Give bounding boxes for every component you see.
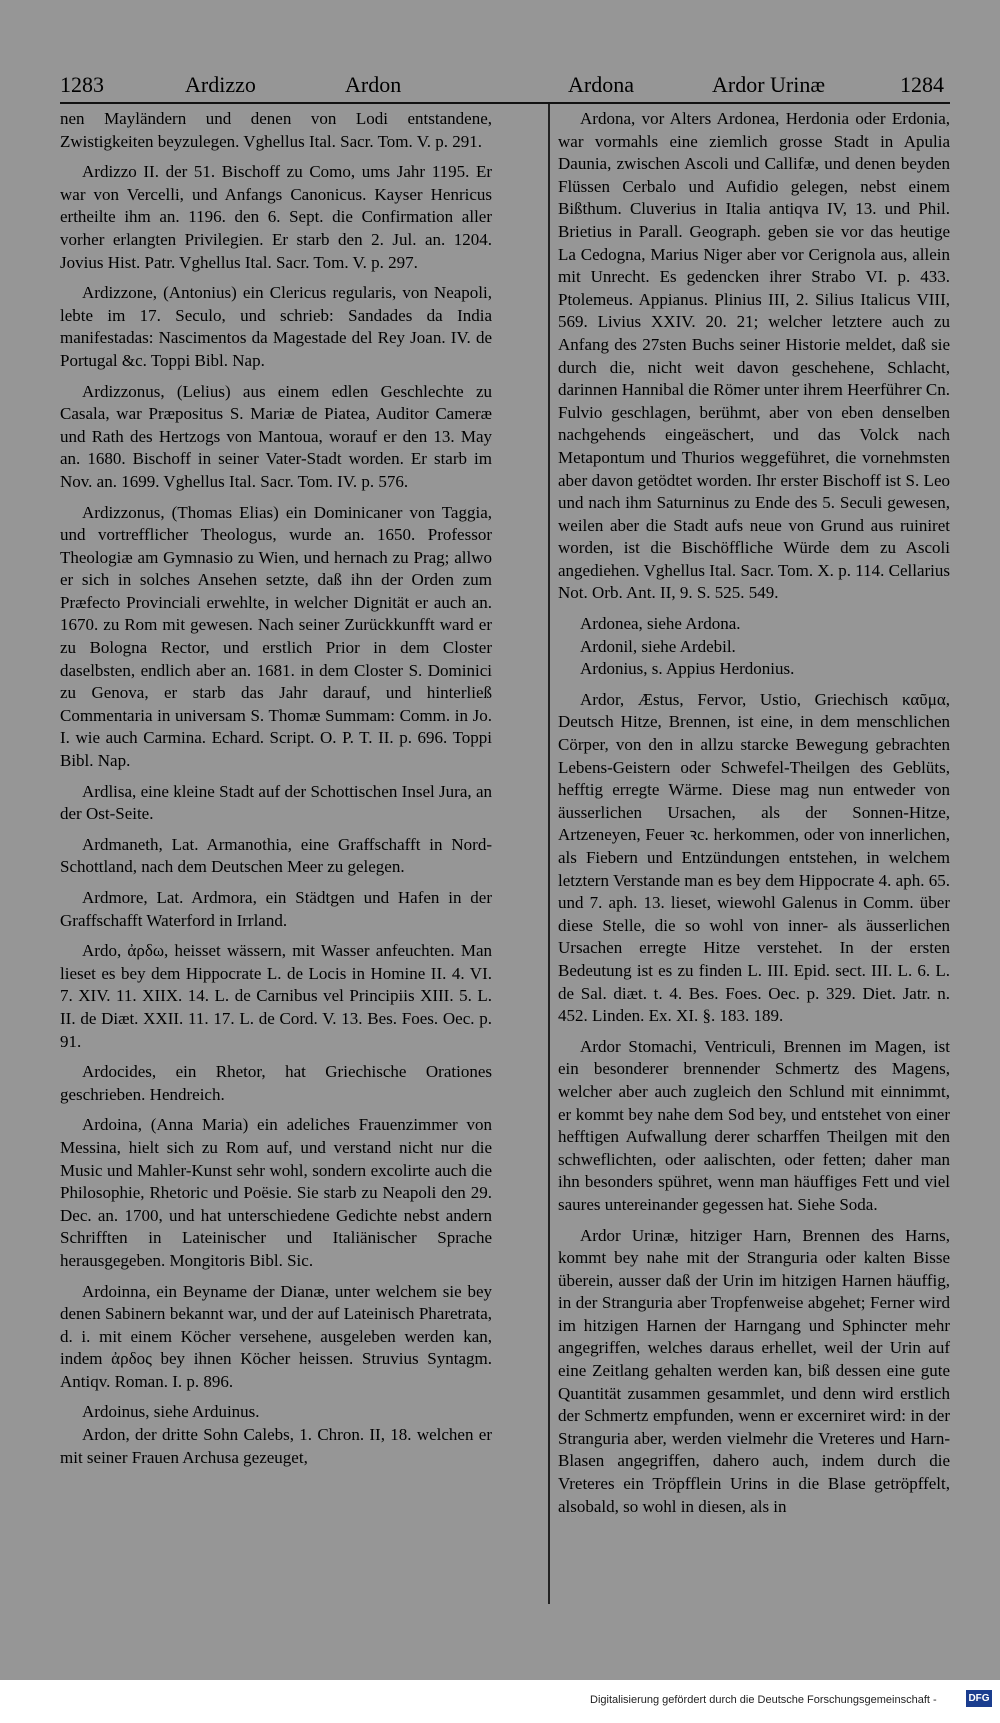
dictionary-entry: Ardo, ἀρδω, heisset wässern, mit Wasser anfeuchten. Man lieset es bey dem Hippocrate L. de Locis in Homine II. 4. VI. 7. XIV. 11. XIIX. 14. L. de Carnibus vel Principiis XIII. 5. L. II. de Diæt. XXII. 11. 17. L. de Cord. V. 13. Bes. Foes. Oec. p. 91. <box>60 941 492 1051</box>
digitization-credit: Digitalisierung gefördert durch die Deutsche Forschungsgemeinschaft - <box>590 1694 937 1706</box>
catchword-left-2: Ardon <box>345 72 402 97</box>
catchword-left-1: Ardizzo <box>185 72 256 97</box>
dictionary-entry: Ardocides, ein Rhetor, hat Griechische Orationes geschrieben. Hendreich. <box>60 1062 492 1104</box>
dictionary-entry: Ardlisa, eine kleine Stadt auf der Schottischen Insel Jura, an der Ost-Seite. <box>60 781 492 824</box>
right-column <box>558 108 950 1526</box>
dictionary-entry: Ardizzonus, (Lelius) aus einem edlen Geschlechte zu Casala, war Præpositus S. Mariæ de Piatea, Auditor Cameræ und Rath des Hertzogs von Mantoua, worauf er den 13. May an. 1680. Bischoff in seiner Vater-Stadt worden. Er starb im Nov. an. 1699. Vghellus Ital. Sacr. Tom. IV. p. 576. <box>60 381 492 491</box>
dictionary-entry: Ardonea, siehe Ardona. <box>580 614 741 634</box>
dictionary-entry: Ardonius, s. Appius Herdonius. <box>580 659 795 679</box>
dictionary-entry: Ardoina, (Anna Maria) ein adeliches Frauenzimmer von Messina, hielt sich zu Rom auf, und verstand nicht nur die Music und Mahler-Kunst sehr wohl, sondern excolirte auch die Philosophie, Rhetoric und Poësie. Sie starb zu Neapoli den 29. Dec. an. 1700, und hat unterschiedene Gedichte nebst andern Schrifften in Lateinischer und Italiänischer Sprache herausgegeben. Mongitoris Bibl. Sic. <box>60 1115 492 1270</box>
dictionary-entry: Ardizzone, (Antonius) ein Clericus regularis, von Neapoli, lebte im 17. Seculo, und schrieb: Sandades da India manifestadas: Nascimentos da Magestade del Rey Joan. IV. de Portugal &c. Toppi Bibl. Nap. <box>60 283 492 370</box>
dictionary-entry: Ardon, der dritte Sohn Calebs, 1. Chron. II, 18. welchen er mit seiner Frauen Archusa gezeuget, <box>60 1425 492 1467</box>
dictionary-entry: Ardona, vor Alters Ardonea, Herdonia oder Erdonia, war vormahls eine ziemlich grosse Stadt in Apulia Daunia, zwischen Ascoli und Callifæ, und denen beyden Flüssen Cerbalo und Aufidio gelegen, nebst einem Bißthum. Cluverius in Italia antiqva IV, 13. und Phil. Brietius in Parall. Geograph. geben sie vor das heutige La Cedogna, Marius Niger aber vor Cerignola aus, allein mit Unrecht. Es gedencken ihrer Strabo VI. p. 433. Ptolemeus. Appianus. Plinius III, 2. Silius Italicus VIII, 569. Livius XXIV. 20. 21; welcher letztere auch zu Anfang des 27sten Buchs seiner Historie meldet, daß sie durch die, nicht weit davon geschehene, Schlacht, darinnen Hannibal die Römer unter ihrem Heerführer Cn. Fulvio geschlagen, berühmt, aber von eben denselben nachgehends eingeäschert, und das Volck nach Metapontum und Thurios weggeführet, die vornehmsten aber davon getödtet worden. Ihr erster Bischoff ist S. Leo und nach ihm Saturninus zu Ende des 5. Seculi gewesen, weilen aber die Stadt aufs neue von Grund aus ruiniret worden, ist die Bischöffliche Würde dem zu Ascoli angediehen. Vghellus Ital. Sacr. Tom. X. p. 114. Cellarius Not. Orb. Ant. II, 9. S. 525. 549. <box>558 109 950 603</box>
dictionary-entry: Ardoinus, siehe Arduinus. <box>82 1402 260 1422</box>
dictionary-entry: Ardor Stomachi, Ventriculi, Brennen im Magen, ist ein besonderer brennender Schmertz des Magens, welcher aber auch zugleich den Schlund mit einnimmt, er kommt bey nahe dem Sod bey, und entstehet von einer hefftigen Aufwallung derer scharffen Theilgen mit den schweflichten, oder aalischten, oder fetten; daher man ihn besonders spühret, wenn man häuffiges Fett und viel saures untereinander gegessen hat. Siehe Soda. <box>558 1036 950 1214</box>
dictionary-entry: Ardor, Æstus, Fervor, Ustio, Griechisch καῦμα, Deutsch Hitze, Brennen, ist eine, in dem menschlichen Cörper, von den in allzu starcke Bewegung gebrachten Lebens-Geistern oder Schwefel-Theilgen des Geblüts, hefftig erregte Wärme. Diese mag nun entweder von äusserlichen Ursachen, als der Sonnen-Hitze, Artzeneyen, Feuer ꝛc. herkommen, oder von innerlichen, als Fiebern und Entzündungen entstehen, in welchem letztern Verstande man es bey dem Hippocrate 4. aph. 65. und 7. aph. 13. lieset, wiewohl Galenus in Comm. über diese Stelle, die so wohl von inner- als äusserlichen Ursachen erregte Hitze verstehet. In der ersten Bedeutung ist es zu finden L. III. Epid. sect. III. L. 6. L. de Sal. diæt. t. 4. Bes. Foes. Oec. p. 329. Diet. Jatr. n. 452. Linden. Ex. XI. §. 183. 189. <box>558 689 950 1026</box>
column-divider <box>548 104 550 1604</box>
header-rule <box>60 102 950 104</box>
dictionary-entry: Ardizzonus, (Thomas Elias) ein Dominicaner von Taggia, und vortrefflicher Theologus, wurde an. 1650. Professor Theologiæ am Gymnasio zu Wien, und hernach zu Prag; allwo er sich in solches Ansehen setzte, daß ihn der Orden zum Præfecto Provinciali erwehlte, in welcher Dignität er auch an. 1670. zu Rom mit gewesen. Nach seiner Zurückkunfft ward er zu Bologna Rector, und erstlich Prior in dem Closter daselbsten, endlich aber an. 1681. in dem Closter S. Dominici zu Genova, er starb das Jahr darauf, und hinterließ Commentaria in universam S. Thomæ Summam: Comm. in Jo. I. wie auch Carmina. Echard. Script. O. P. T. II. p. 696. Toppi Bibl. Nap. <box>60 502 492 771</box>
running-header <box>0 66 1000 100</box>
dictionary-entry: Ardoinna, ein Beyname der Dianæ, unter welchem sie bey denen Sabinern bekannt war, und der auf Lateinisch Pharetrata, d. i. mit einem Köcher versehene, ausgeleben werden kan, indem ἀρδος bey ihnen Köcher heissen. Struvius Syntagm. Antiqv. Roman. I. p. 896. <box>60 1281 492 1391</box>
page-number-right: 1284 <box>900 72 944 97</box>
dictionary-entry: Ardonil, siehe Ardebil. <box>580 636 736 656</box>
dictionary-entry: Ardor Urinæ, hitziger Harn, Brennen des Harns, kommt bey nahe mit der Stranguria oder kalten Bisse überein, ausser daß der Urin im hitzigen Harnen häuffig, in der Stranguria aber Tropfenweise abgehet; Ferner wird im hitzigen Harnen der Harngang und Sphincter mehr angegriffen, welches daraus erhellet, weil der Urin auf eine Zeitlang gehalten werden kan, biß dessen eine gute Quantität zusammen gesammlet, und denn wird erstlich der Schmertz empfunden, wenn er excerniret wird: in der Stranguria aber, werden vielmehr die Vreteres und Harn-Blasen angegriffen, dahero auch, indem durch die Vreteres ein Tröpfflein Urins in die Blase getröpffelt, alsobald, so wohl in diesen, als in <box>558 1225 950 1516</box>
dictionary-entry: nen Mayländern und denen von Lodi entstandene, Zwistigkeiten beyzulegen. Vghellus Ital. Sacr. Tom. V. p. 291. <box>60 109 492 151</box>
dictionary-entry: Ardmore, Lat. Ardmora, ein Städtgen und Hafen in der Graffschafft Waterford in Irrland. <box>60 888 492 930</box>
dictionary-entry: Ardmaneth, Lat. Armanothia, eine Graffschafft in Nord-Schottland, nach dem Deutschen Meer zu gelegen. <box>60 834 492 877</box>
left-column <box>60 108 492 1477</box>
dictionary-entry: Ardizzo II. der 51. Bischoff zu Como, ums Jahr 1195. Er war von Vercelli, und Anfangs Canonicus. Kayser Henricus ertheilte ihm an. 1196. den 6. Sept. die Confirmation aller vorher erlangten Privilegien. Er starb den 2. Jul. an. 1204. Jovius Hist. Patr. Vghellus Ital. Sacr. Tom. V. p. 297. <box>60 162 492 272</box>
catchword-right-1: Ardona <box>568 72 634 97</box>
dfg-logo-icon: DFG <box>966 1690 992 1707</box>
page-number-left: 1283 <box>60 72 104 97</box>
catchword-right-2: Ardor Urinæ <box>712 72 826 97</box>
